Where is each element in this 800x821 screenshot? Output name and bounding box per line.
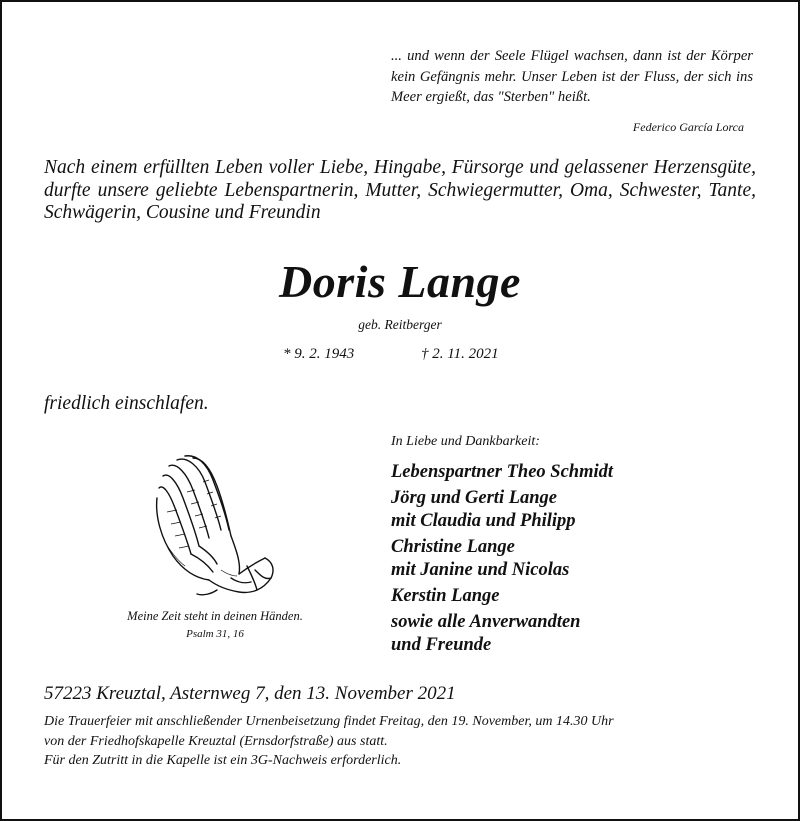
maiden-name: geb. Reitberger bbox=[358, 317, 442, 332]
mourner-line: Lebenspartner Theo Schmidt bbox=[391, 462, 614, 482]
peace-text: friedlich einschlafen. bbox=[44, 393, 209, 414]
mourner-list bbox=[391, 461, 751, 660]
mourner-line: sowie alle Anverwandten bbox=[391, 612, 581, 632]
mourner-line: Christine Lange bbox=[391, 537, 515, 557]
mourner-group bbox=[391, 611, 751, 657]
mourner-group bbox=[391, 585, 751, 608]
praying-hands-icon bbox=[147, 452, 279, 598]
note-line: von der Friedhofskapelle Kreuztal (Ernsdorfstraße) aus statt. bbox=[44, 733, 388, 749]
mourner-line: Jörg und Gerti Lange bbox=[391, 488, 558, 508]
psalm-reference: Psalm 31, 16 bbox=[186, 628, 244, 640]
mourner-group bbox=[391, 536, 751, 582]
image-caption: Meine Zeit steht in deinen Händen. bbox=[127, 609, 303, 623]
place-date: 57223 Kreuztal, Asternweg 7, den 13. November 2021 bbox=[44, 683, 456, 704]
mourner-line: mit Janine und Nicolas bbox=[391, 560, 570, 580]
mourner-line: mit Claudia und Philipp bbox=[391, 511, 576, 531]
mourner-line: und Freunde bbox=[391, 635, 492, 655]
funeral-notes bbox=[44, 712, 760, 771]
death-date: † 2. 11. 2021 bbox=[421, 346, 499, 362]
quote-author: Federico García Lorca bbox=[632, 120, 744, 134]
thanks-heading: In Liebe und Dankbarkeit: bbox=[391, 434, 540, 449]
deceased-name: Doris Lange bbox=[279, 256, 521, 307]
note-line: Für den Zutritt in die Kapelle ist ein 3G-Nachweis erforderlich. bbox=[44, 753, 402, 768]
mourner-line: Kerstin Lange bbox=[391, 586, 500, 606]
mourner-group bbox=[391, 487, 751, 533]
epigraph-quote: ... und wenn der Seele Flügel wachsen, dann ist der Körper kein Gefängnis mehr. Unser Leben ist der Fluss, der sich ins Meer ergießt, das "Sterben" heißt. bbox=[391, 48, 753, 105]
birth-date: * 9. 2. 1943 bbox=[283, 346, 355, 362]
intro-text: Nach einem erfüllten Leben voller Liebe, Hingabe, Fürsorge und gelassener Herzensgüte, durfte unsere geliebte Lebenspartnerin, Mutter, Schwiegermutter, Oma, Schwester, Tante, Schwägerin, Cousine und Freundin bbox=[44, 157, 756, 223]
note-line: Die Trauerfeier mit anschließender Urnenbeisetzung findet Freitag, den 19. November, um 14.30 Uhr bbox=[44, 714, 614, 729]
mourner-group bbox=[391, 461, 751, 484]
